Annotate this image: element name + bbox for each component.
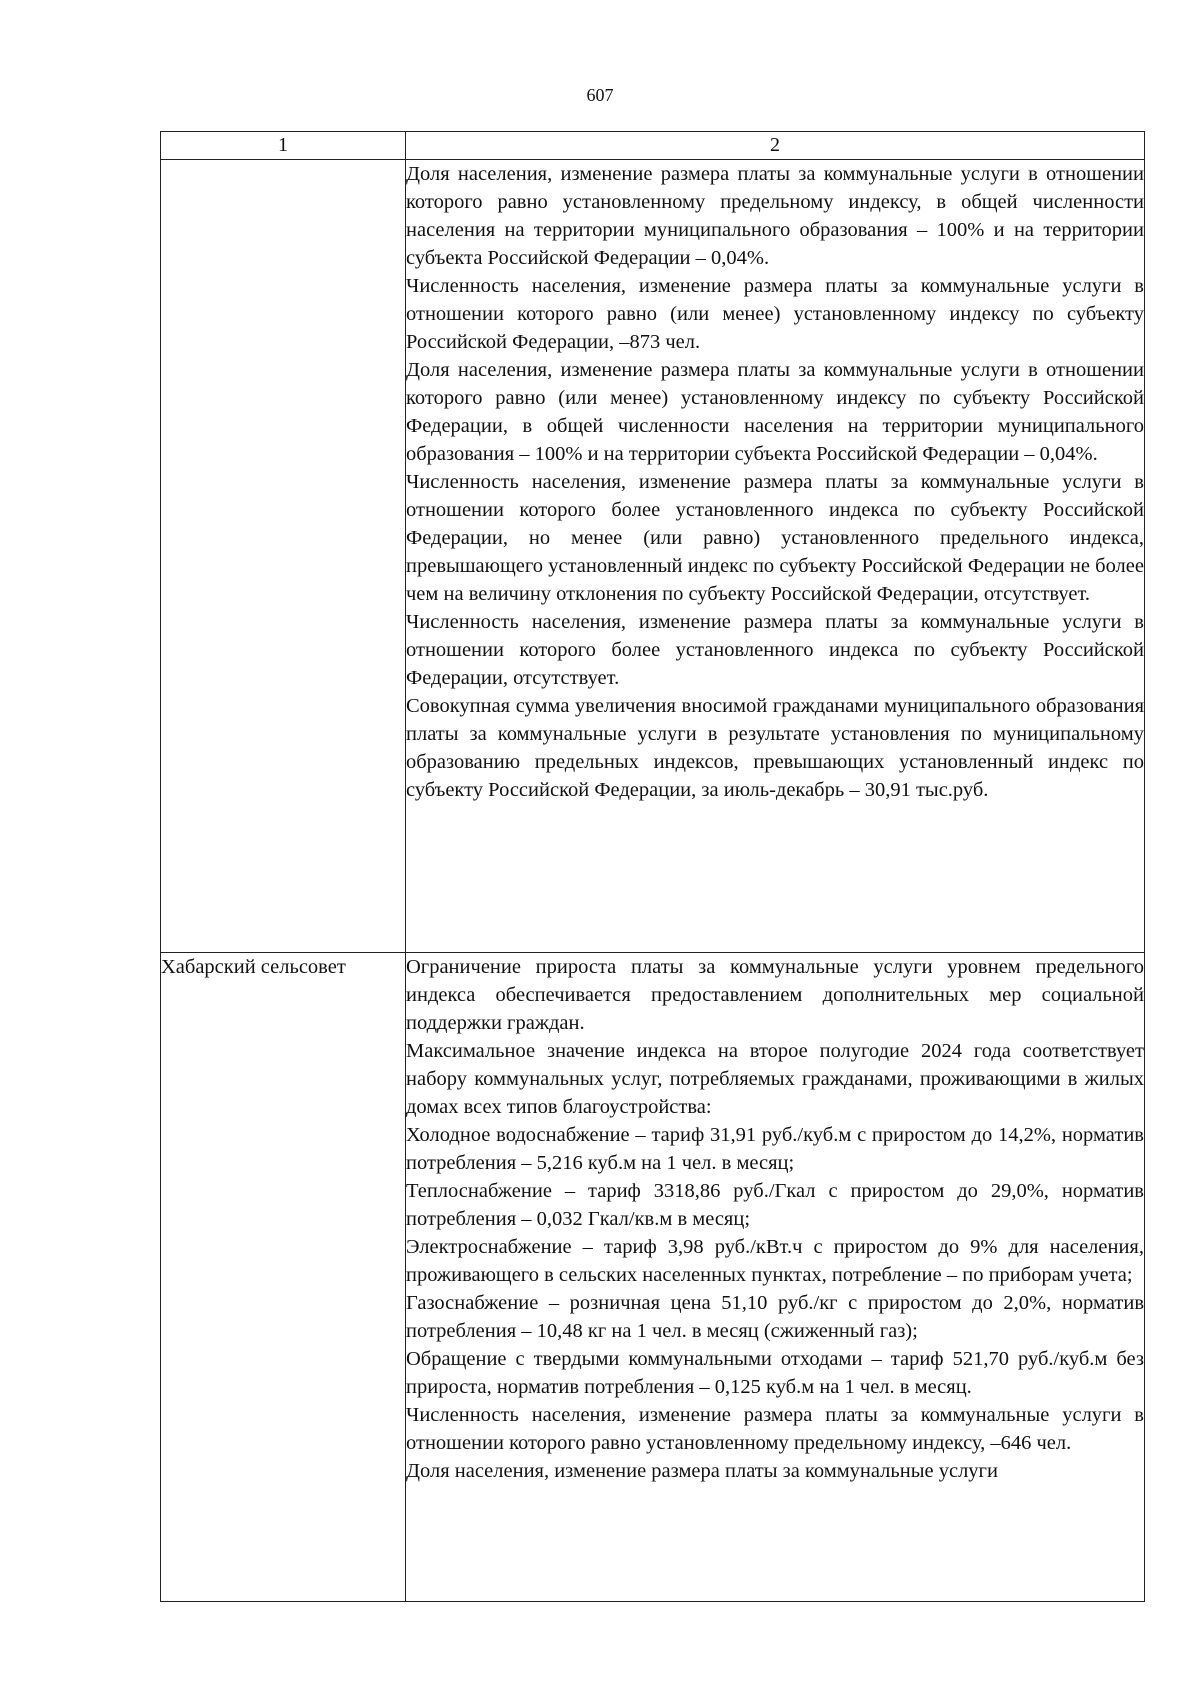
paragraph: Доля населения, изменение размера платы за коммунальные услуги (406, 1460, 998, 1482)
municipality-name: Хабарский сельсовет (161, 956, 346, 978)
table-row (161, 953, 1145, 1602)
table-row (161, 160, 1145, 953)
document-table (160, 131, 1145, 1602)
paragraph: Доля населения, изменение размера платы за коммунальные услуги в отношении которого равно установленному предельному индексу, в общей численности населения на территории муниципального образования – 100% и на территории субъекта Российской Федерации – 0,04%. (406, 163, 1144, 269)
column-header-2: 2 (406, 132, 1145, 160)
description-cell (406, 160, 1145, 953)
paragraph: Электроснабжение – тариф 3,98 руб./кВт.ч с приростом до 9% для населения, проживающего в сельских населенных пунктах, потребление – по приборам учета; (406, 1236, 1144, 1286)
paragraph: Ограничение прироста платы за коммунальные услуги уровнем предельного индекса обеспечивается предоставлением дополнительных мер социальной поддержки граждан. (406, 956, 1144, 1034)
paragraph: Максимальное значение индекса на второе полугодие 2024 года соответствует набору коммунальных услуг, потребляемых гражданами, проживающими в жилых домах всех типов благоустройства: (406, 1040, 1144, 1118)
paragraph: Численность населения, изменение размера платы за коммунальные услуги в отношении которого более установленного индекса по субъекту Российской Федерации, отсутствует. (406, 611, 1144, 689)
paragraph: Газоснабжение – розничная цена 51,10 руб./кг с приростом до 2,0%, норматив потребления – 10,48 кг на 1 чел. в месяц (сжиженный газ); (406, 1292, 1144, 1342)
paragraph: Численность населения, изменение размера платы за коммунальные услуги в отношении которого равно (или менее) установленному индексу по субъекту Российской Федерации, –873 чел. (406, 275, 1144, 353)
municipality-name-cell (161, 953, 406, 1602)
paragraph: Численность населения, изменение размера платы за коммунальные услуги в отношении которого более установленного индекса по субъекту Российской Федерации, но менее (или равно) установленного предельного индекса, превышающего установленный индекс по субъекту Российской Федерации не более чем на величину отклонения по субъекту Российской Федерации, отсутствует. (406, 471, 1144, 605)
description-cell (406, 953, 1145, 1602)
paragraph: Теплоснабжение – тариф 3318,86 руб./Гкал с приростом до 29,0%, норматив потребления – 0,032 Гкал/кв.м в месяц; (406, 1180, 1144, 1230)
paragraph: Холодное водоснабжение – тариф 31,91 руб./куб.м с приростом до 14,2%, норматив потребления – 5,216 куб.м на 1 чел. в месяц; (406, 1124, 1144, 1174)
paragraph: Обращение с твердыми коммунальными отходами – тариф 521,70 руб./куб.м без прироста, норматив потребления – 0,125 куб.м на 1 чел. в месяц. (406, 1348, 1144, 1398)
paragraph: Доля населения, изменение размера платы за коммунальные услуги в отношении которого равно (или менее) установленному индексу по субъекту Российской Федерации, в общей численности населения на территории муниципального образования – 100% и на территории субъекта Российской Федерации – 0,04%. (406, 359, 1144, 465)
paragraph: Численность населения, изменение размера платы за коммунальные услуги в отношении которого равно установленному предельному индексу, –646 чел. (406, 1404, 1144, 1454)
column-header-1: 1 (161, 132, 406, 160)
table-header-row (161, 132, 1145, 160)
page-number: 607 (586, 85, 614, 105)
municipality-name-cell (161, 160, 406, 953)
paragraph: Совокупная сумма увеличения вносимой гражданами муниципального образования платы за коммунальные услуги в результате установления по муниципальному образованию предельных индексов, превышающих установленный индекс по субъекту Российской Федерации, за июль-декабрь – 30,91 тыс.руб. (406, 695, 1144, 801)
